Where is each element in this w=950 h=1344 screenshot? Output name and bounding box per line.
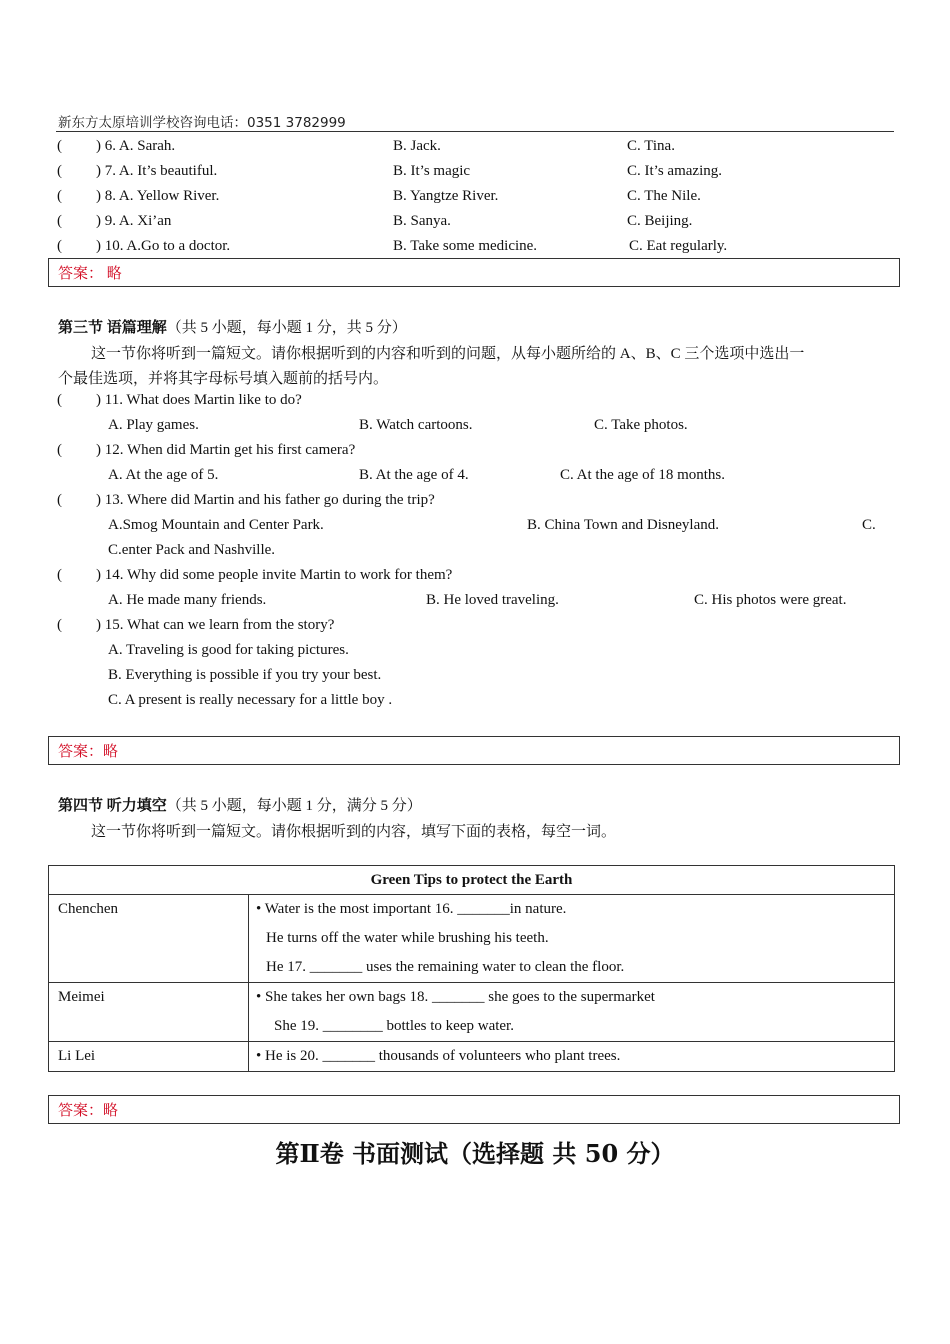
tip-line: • He is 20. _______ thousands of volunteers who plant trees. bbox=[256, 1048, 621, 1064]
q15-option-b: B. Everything is possible if you try your best. bbox=[108, 667, 382, 683]
section4-title bbox=[58, 794, 422, 815]
q15-stem: ) 15. What can we learn from the story? bbox=[96, 617, 335, 633]
answer-text-1: 答案： 略 bbox=[58, 266, 122, 282]
q12-option-b: B. At the age of 4. bbox=[359, 467, 469, 483]
q7-option-b: B. It’s magic bbox=[393, 163, 471, 179]
table-row bbox=[49, 983, 895, 1042]
q7-option-a: ) 7. A. It’s beautiful. bbox=[96, 163, 218, 179]
q12-paren: ( bbox=[57, 442, 62, 458]
q15-option-a: A. Traveling is good for taking pictures. bbox=[108, 642, 349, 658]
answer-text-2: 答案：略 bbox=[58, 744, 119, 760]
section3-note: （共 5 小题，每小题 1 分，共 5 分） bbox=[166, 320, 407, 336]
q8-option-b: B. Yangtze River. bbox=[393, 188, 499, 204]
header-divider bbox=[56, 131, 894, 132]
answer-box-1 bbox=[48, 258, 900, 287]
q8-option-a: ) 8. A. Yellow River. bbox=[96, 188, 220, 204]
q6-paren: ( bbox=[57, 138, 62, 154]
q14-option-a: A. He made many friends. bbox=[108, 592, 267, 608]
q13-option-a: A.Smog Mountain and Center Park. bbox=[108, 517, 324, 533]
row-tips-chenchen bbox=[249, 895, 895, 983]
section3-instruction-1: 这一节你将听到一篇短文。请你根据听到的内容和听到的问题，从每小题所给的 A、B、C 三个选项中选出一 bbox=[91, 346, 805, 362]
q12-option-a: A. At the age of 5. bbox=[108, 467, 219, 483]
q12-option-c: C. At the age of 18 months. bbox=[560, 467, 725, 483]
row-tips-meimei bbox=[249, 983, 895, 1042]
section4-title-text: 第四节 听力填空 bbox=[58, 798, 167, 814]
q9-paren: ( bbox=[57, 213, 62, 229]
q14-paren: ( bbox=[57, 567, 62, 583]
q14-option-c: C. His photos were great. bbox=[694, 592, 847, 608]
q8-paren: ( bbox=[57, 188, 62, 204]
q11-option-b: B. Watch cartoons. bbox=[359, 417, 473, 433]
q15-paren: ( bbox=[57, 617, 62, 633]
row-name-meimei: Meimei bbox=[49, 983, 249, 1042]
row-name-chenchen: Chenchen bbox=[49, 895, 249, 983]
answer-text-3: 答案：略 bbox=[58, 1103, 119, 1119]
q9-option-a: ) 9. A. Xi’an bbox=[96, 213, 172, 229]
row-tips-lilei bbox=[249, 1042, 895, 1072]
answer-box-3 bbox=[48, 1095, 900, 1124]
tip-line: • Water is the most important 16. _______in nature. bbox=[256, 901, 567, 917]
section4-note: （共 5 小题，每小题 1 分，满分 5 分） bbox=[166, 798, 422, 814]
q11-option-a: A. Play games. bbox=[108, 417, 199, 433]
section3-title bbox=[58, 316, 407, 337]
tip-line: She 19. ________ bottles to keep water. bbox=[274, 1018, 514, 1034]
q15-option-c: C. A present is really necessary for a little boy . bbox=[108, 692, 393, 708]
q9-option-c: C. Beijing. bbox=[627, 213, 693, 229]
tip-line: He turns off the water while brushing his teeth. bbox=[266, 930, 549, 946]
table-heading: Green Tips to protect the Earth bbox=[49, 866, 895, 895]
q13-option-b: B. China Town and Disneyland. bbox=[527, 517, 719, 533]
q11-option-c: C. Take photos. bbox=[594, 417, 688, 433]
q13-option-c: C.enter Pack and Nashville. bbox=[108, 542, 276, 558]
q10-option-c: C. Eat regularly. bbox=[629, 238, 728, 254]
part2-title: 第Ⅱ卷 书面测试（选择题 共 50 分） bbox=[275, 1139, 675, 1168]
table-row bbox=[49, 895, 895, 983]
q6-option-a: ) 6. A. Sarah. bbox=[96, 138, 176, 154]
green-tips-table bbox=[48, 865, 895, 1072]
tip-line: He 17. _______ uses the remaining water to clean the floor. bbox=[266, 959, 625, 975]
row-name-lilei: Li Lei bbox=[49, 1042, 249, 1072]
q11-paren: ( bbox=[57, 392, 62, 408]
q13-option-c-label: C. bbox=[862, 517, 876, 533]
q6-option-c: C. Tina. bbox=[627, 138, 675, 154]
section3-title-text: 第三节 语篇理解 bbox=[58, 320, 167, 336]
q14-option-b: B. He loved traveling. bbox=[426, 592, 559, 608]
q10-paren: ( bbox=[57, 238, 62, 254]
section4-instruction: 这一节你将听到一篇短文。请你根据听到的内容，填写下面的表格，每空一词。 bbox=[91, 824, 617, 840]
q7-paren: ( bbox=[57, 163, 62, 179]
q12-stem: ) 12. When did Martin get his first camera? bbox=[96, 442, 356, 458]
answer-box-2 bbox=[48, 736, 900, 765]
q6-option-b: B. Jack. bbox=[393, 138, 441, 154]
q10-option-a: ) 10. A.Go to a doctor. bbox=[96, 238, 231, 254]
table-row bbox=[49, 1042, 895, 1072]
q8-option-c: C. The Nile. bbox=[627, 188, 701, 204]
section3-instruction-2: 个最佳选项，并将其字母标号填入题前的括号内。 bbox=[58, 371, 389, 387]
q13-paren: ( bbox=[57, 492, 62, 508]
q14-stem: ) 14. Why did some people invite Martin to work for them? bbox=[96, 567, 453, 583]
q13-stem: ) 13. Where did Martin and his father go during the trip? bbox=[96, 492, 435, 508]
q11-stem: ) 11. What does Martin like to do? bbox=[96, 392, 302, 408]
header-contact: 新东方太原培训学校咨询电话：0351 3782999 bbox=[58, 115, 346, 131]
tip-line: • She takes her own bags 18. _______ she goes to the supermarket bbox=[256, 989, 655, 1005]
q7-option-c: C. It’s amazing. bbox=[627, 163, 722, 179]
q9-option-b: B. Sanya. bbox=[393, 213, 451, 229]
q10-option-b: B. Take some medicine. bbox=[393, 238, 538, 254]
